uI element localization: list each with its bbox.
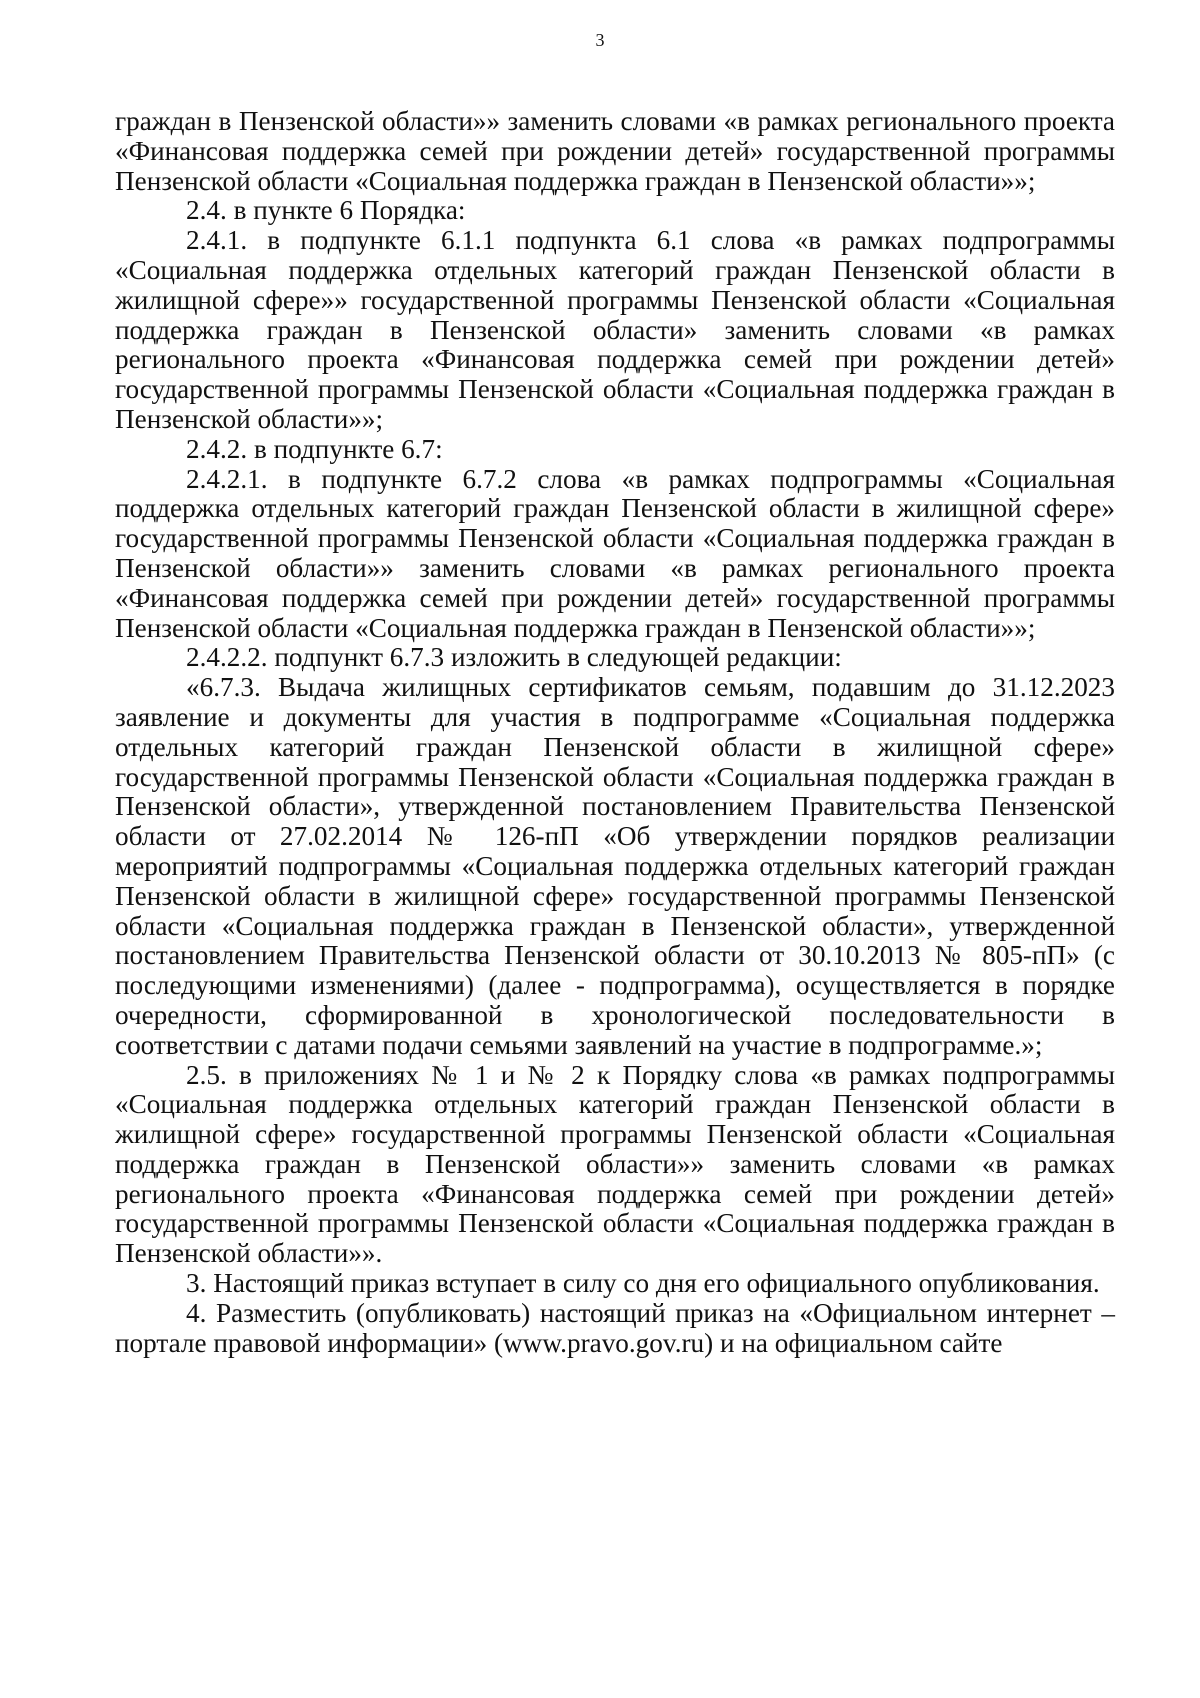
paragraph-2-4-2: 2.4.2. в подпункте 6.7: [186,433,443,464]
paragraph-2-4-2-2: 2.4.2.2. подпункт 6.7.3 изложить в следующей редакции: [186,642,842,673]
paragraph-continuation: граждан в Пензенской области»» заменить словами «в рамках регионального проекта «Финансовая поддержка семей при рождении детей» государственной программы Пензенской области «Социальная поддержка граждан в Пензенской области»»; [115,106,1115,196]
paragraph-3: 3. Настоящий приказ вступает в силу со дня его официального опубликования. [186,1268,1100,1299]
paragraph-6-7-3-quote: «6.7.3. Выдача жилищных сертификатов семьям, подавшим до 31.12.2023 заявление и документы для участия в подпрограмме «Социальная поддержка отдельных категорий граждан Пензенской области в жилищной сфере» государственной программы Пензенской области «Социальная поддержка граждан в Пензенской области», утвержденной постановлением Правительства Пензенской области от 27.02.2014 № 126-пП «Об утверждении порядков реализации мероприятий подпрограммы «Социальная поддержка отдельных категорий граждан Пензенской области в жилищной сфере» государственной программы Пензенской области «Социальная поддержка граждан в Пензенской области», утвержденной постановлением Правительства Пензенской области от 30.10.2013 № 805-пП» (с последующими изменениями) (далее - подпрограмма), осуществляется в порядке очередности, сформированной в хронологической последовательности в соответствии с датами подачи семьями заявлений на участие в подпрограмме.»; [115,672,1115,1060]
page-number: 3 [595,30,605,50]
paragraph-2-4: 2.4. в пункте 6 Порядка: [186,195,466,226]
document-body [115,107,1115,1358]
paragraph-4: 4. Разместить (опубликовать) настоящий приказ на «Официальном интернет – портале правовой информации» (www.pravo.gov.ru) и на официальном сайте [115,1297,1115,1358]
paragraph-2-4-1: 2.4.1. в подпункте 6.1.1 подпункта 6.1 слова «в рамках подпрограммы «Социальная поддержка отдельных категорий граждан Пензенской области в жилищной сфере»» государственной программы Пензенской области «Социальная поддержка граждан в Пензенской области» заменить словами «в рамках регионального проекта «Финансовая поддержка семей при рождении детей» государственной программы Пензенской области «Социальная поддержка граждан в Пензенской области»»; [115,225,1115,434]
paragraph-2-4-2-1: 2.4.2.1. в подпункте 6.7.2 слова «в рамках подпрограммы «Социальная поддержка отдельных категорий граждан Пензенской области в жилищной сфере» государственной программы Пензенской области «Социальная поддержка граждан в Пензенской области»» заменить словами «в рамках регионального проекта «Финансовая поддержка семей при рождении детей» государственной программы Пензенской области «Социальная поддержка граждан в Пензенской области»»; [115,463,1115,643]
paragraph-2-5: 2.5. в приложениях № 1 и № 2 к Порядку слова «в рамках подпрограммы «Социальная поддержка отдельных категорий граждан Пензенской области в жилищной сфере» государственной программы Пензенской области «Социальная поддержка граждан в Пензенской области»» заменить словами «в рамках регионального проекта «Финансовая поддержка семей при рождении детей» государственной программы Пензенской области «Социальная поддержка граждан в Пензенской области»». [115,1059,1115,1269]
